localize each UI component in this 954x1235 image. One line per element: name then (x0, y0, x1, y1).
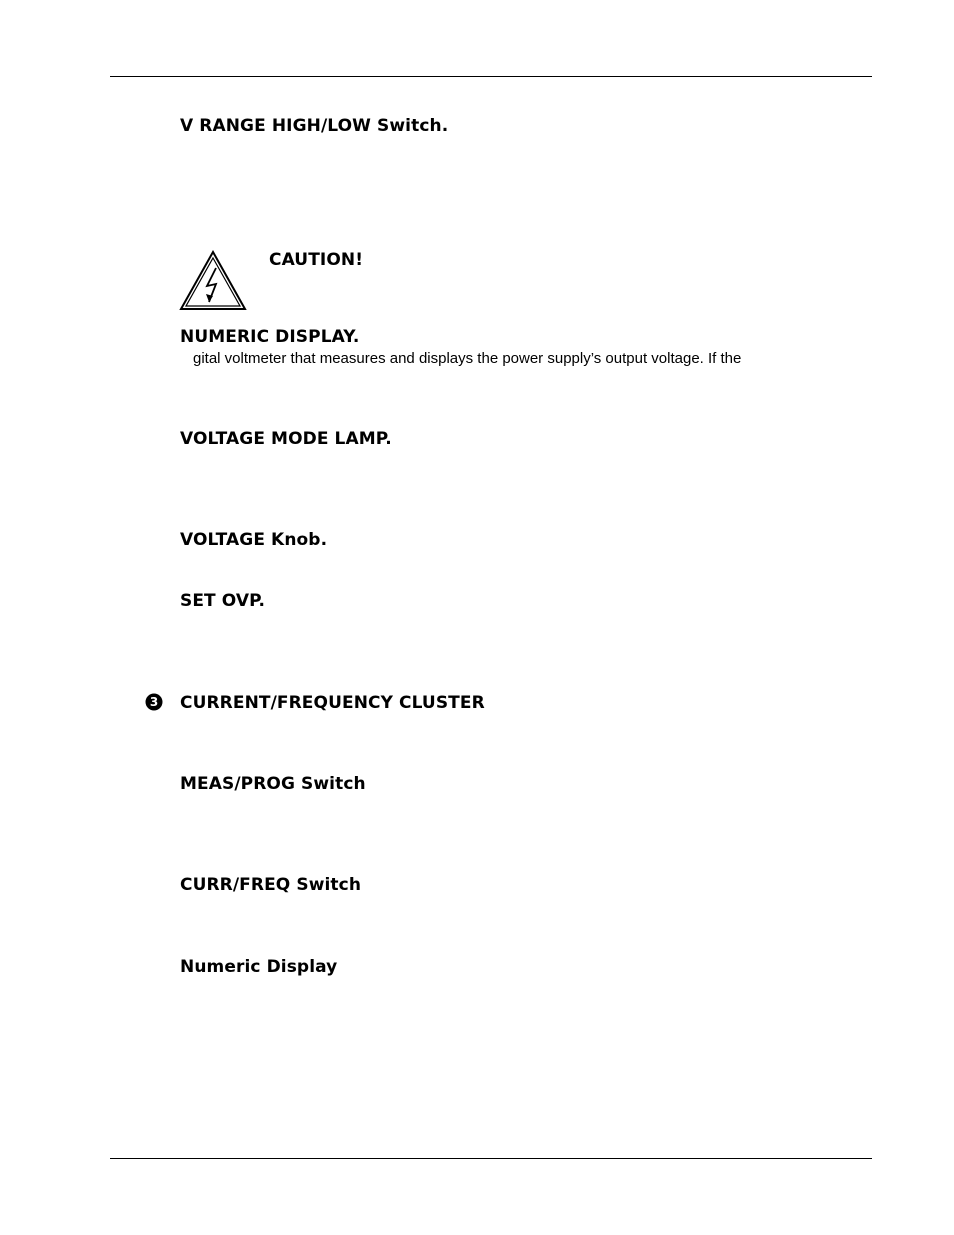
heading-voltage-knob: VOLTAGE Knob. (180, 530, 328, 550)
heading-numeric-display-voltage: NUMERIC DISPLAY. (180, 327, 360, 347)
heading-curr-freq-switch: CURR/FREQ Switch (180, 875, 362, 895)
numeric-display-description: gital voltmeter that measures and displays the power supply’s output voltage. If the (193, 350, 742, 367)
heading-v-range-switch: V RANGE HIGH/LOW Switch. (180, 116, 449, 136)
heading-numeric-display-current: Numeric Display (180, 957, 338, 977)
svg-text:3: 3 (149, 695, 159, 710)
heading-set-ovp: SET OVP. (180, 591, 266, 611)
heading-voltage-mode-lamp: VOLTAGE MODE LAMP. (180, 429, 392, 449)
caution-label: CAUTION! (269, 250, 364, 270)
footer-rule (110, 1158, 872, 1159)
high-voltage-warning-icon (179, 250, 247, 311)
heading-meas-prog-switch: MEAS/PROG Switch (180, 774, 366, 794)
heading-current-frequency-cluster: CURRENT/FREQUENCY CLUSTER (180, 693, 485, 713)
header-rule (110, 76, 872, 77)
circled-number-three-icon (145, 693, 163, 711)
